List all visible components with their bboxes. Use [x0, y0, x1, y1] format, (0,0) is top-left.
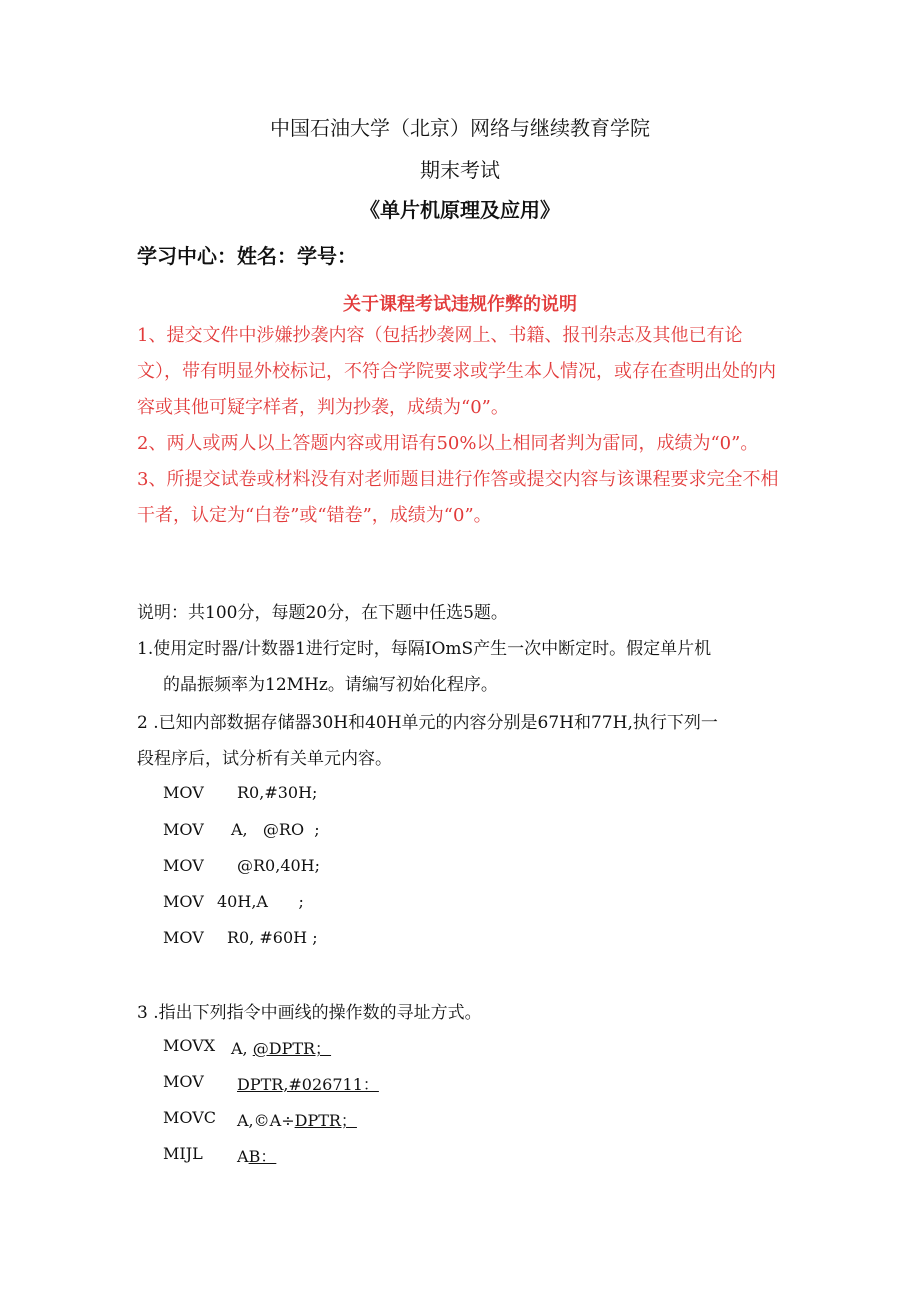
q3-code-prefix: A, [231, 1039, 253, 1058]
q3-underlined-operand: DPTR,#026711： [237, 1075, 379, 1094]
q3-code-op: MOVX [163, 1036, 216, 1055]
q2-code-op: MOV [163, 928, 204, 947]
q3-code-prefix: A [237, 1147, 249, 1166]
question-2-line-2: 段程序后，试分析有关单元内容。 [137, 749, 392, 769]
q2-code-arg: R0,#30H; [237, 783, 318, 802]
q2-code-arg: R0, #60H ; [227, 928, 318, 947]
q3-underlined-operand: B： [248, 1147, 277, 1166]
student-info-line: 学习中心：姓名：学号： [137, 244, 357, 268]
q2-code-arg: A, @RO ; [231, 820, 320, 839]
notice-item-1: 1、提交文件中涉嫌抄袭内容（包括抄袭网上、书籍、报刊杂志及其他已有论文），带有明显外校标记，不符合学院要求或学生本人情况，或存在查明出处的内容或其他可疑字样者，判为抄袭，成绩为“0”。 [137, 325, 776, 418]
q2-code-arg: @R0,40H; [237, 856, 321, 875]
q2-code-op: MOV [163, 820, 204, 839]
question-1-line-2: 的晶振频率为12MHz。请编写初始化程序。 [163, 675, 498, 695]
q2-code-op: MOV [163, 856, 204, 875]
exam-type: 期末考试 [420, 158, 500, 182]
question-3-line-1: 3 .指出下列指令中画线的操作数的寻址方式。 [137, 1003, 482, 1023]
q3-code-line [231, 1036, 331, 1059]
q3-code-line [237, 1108, 357, 1131]
q3-underlined-operand: DPTR； [294, 1111, 357, 1130]
notice-item-3: 3、所提交试卷或材料没有对老师题目进行作答或提交内容与该课程要求完全不相干者，认定为“白卷”或“错卷”，成绩为“0”。 [137, 469, 779, 526]
q3-code-op: MIJL [163, 1144, 203, 1163]
q2-code-op: MOV [163, 783, 204, 802]
q3-code-prefix: A,©A÷ [237, 1111, 295, 1130]
notice-item-2: 2、两人或两人以上答题内容或用语有50%以上相同者判为雷同，成绩为“0”。 [137, 433, 759, 454]
question-1-line-1: 1.使用定时器/计数器1进行定时，每隔IOmS产生一次中断定时。假定单片机 [137, 639, 712, 659]
question-2-line-1: 2 .已知内部数据存储器30H和40H单元的内容分别是67H和77H,执行下列一 [137, 713, 718, 733]
q2-code-op: MOV [163, 892, 204, 911]
q3-underlined-operand: @DPTR； [252, 1039, 332, 1058]
q3-code-op: MOVC [163, 1108, 217, 1127]
notice-title: 关于课程考试违规作弊的说明 [343, 294, 577, 315]
q2-code-arg: 40H,A ; [217, 892, 304, 911]
q3-code-line [237, 1072, 379, 1095]
q3-code-line [237, 1144, 276, 1167]
course-title: 《单片机原理及应用》 [360, 198, 560, 222]
school-name: 中国石油大学（北京）网络与继续教育学院 [270, 116, 650, 140]
instructions: 说明：共100分，每题20分，在下题中任选5题。 [137, 603, 508, 623]
q3-code-op: MOV [163, 1072, 204, 1091]
